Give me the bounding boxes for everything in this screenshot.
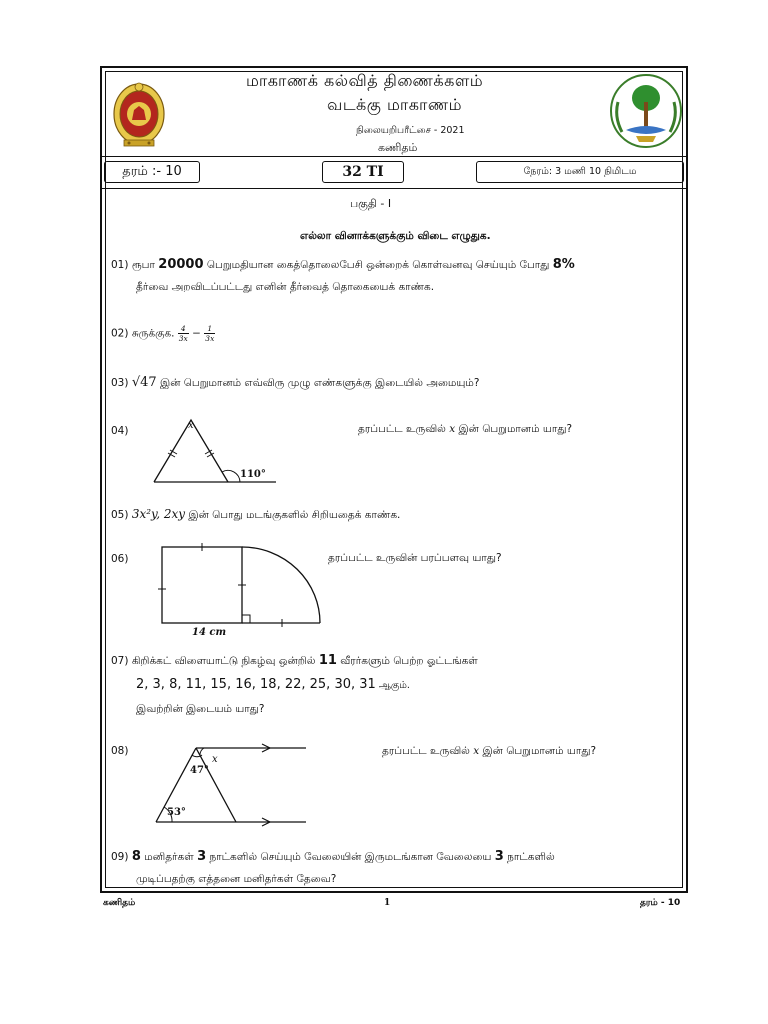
q01-text-a: ரூபா	[131, 259, 159, 271]
header-divider-top	[100, 156, 688, 157]
question-02	[111, 324, 215, 343]
question-03	[111, 376, 479, 390]
question-number: 07)	[111, 655, 129, 667]
q09-text-a: மனிதர்கள்	[140, 851, 198, 863]
question-number: 03)	[111, 377, 129, 389]
q08-variable: x	[473, 745, 480, 757]
question-06-number: 06)	[111, 553, 129, 565]
q07-line3: இவற்றின் இடையம் யாது?	[136, 703, 265, 715]
q01-percent: 8%	[552, 257, 575, 272]
q07-score-values: 2, 3, 8, 11, 15, 16, 18, 22, 25, 30, 31	[136, 677, 376, 692]
q07-values-suffix: ஆகும்.	[375, 680, 410, 691]
q04-question-text	[358, 422, 572, 436]
q05-expression: 3x²y, 2xy	[131, 507, 186, 521]
question-08-number: 08)	[111, 745, 129, 757]
minus-sign: −	[192, 327, 201, 340]
paper-code-box	[322, 161, 404, 183]
q09-text-c: நாட்களில்	[503, 851, 555, 863]
q08-text-b: இன் பெறுமானம் யாது?	[479, 745, 597, 757]
fraction-numerator: 4	[178, 324, 189, 334]
question-05	[111, 507, 400, 522]
sri-lanka-emblem-icon	[110, 74, 168, 152]
q09-text-b: நாட்களில் செய்யும் வேலையின் இருமடங்கான வேலையை	[206, 851, 495, 863]
q02-text: சுருக்குக.	[131, 327, 175, 340]
grade-label: தரம் :- 10	[122, 164, 182, 179]
q03-text: இன் பெறுமானம் எவ்விரு முழு எண்களுக்கு இடையில் அமையும்?	[156, 377, 480, 389]
fraction-denominator: 3x	[178, 334, 188, 343]
q07-text-a: கிறிக்கட் விளையாட்டு நிகழ்வு ஒன்றில்	[131, 655, 319, 667]
northern-province-emblem-icon	[608, 72, 684, 150]
question-number: 09)	[111, 851, 129, 863]
header-subject: கணிதம்	[378, 141, 418, 154]
q07-values-line	[136, 678, 410, 693]
q09-number-3a: 3	[197, 849, 207, 864]
question-number: 01)	[111, 259, 129, 271]
question-01	[111, 258, 575, 272]
q01-line2: தீர்வை அறவிடப்பட்டது எனின் தீர்வைத் தொகையைக் காண்க.	[136, 281, 435, 293]
q08-angle-47-label: 47°	[190, 765, 209, 776]
fraction-numerator: 1	[204, 324, 215, 334]
q09-number-8: 8	[131, 849, 141, 864]
footer-page-number: 1	[384, 898, 391, 908]
header-exam-name: நிலையறிபரீட்சை - 2021	[356, 125, 465, 136]
question-07	[111, 654, 478, 668]
footer-subject: கணிதம்	[103, 898, 136, 908]
time-allowed: நேரம்: 3 மணி 10 நிமிடம	[523, 166, 637, 177]
fraction-one-over-3x	[204, 324, 215, 343]
grade-box	[104, 161, 200, 183]
section-title: பகுதி - I	[350, 197, 392, 210]
q06-question-text: தரப்பட்ட உருவின் பரப்பளவு யாது?	[328, 552, 502, 564]
header-divider-bottom	[100, 188, 688, 189]
q04-text-b: இன் பெறுமானம் யாது?	[455, 423, 573, 435]
square-and-quarter-circle-diagram	[158, 543, 328, 627]
footer-grade: தரம் - 10	[640, 898, 681, 908]
header-department: மாகாணக் கல்வித் திணைக்களம்	[246, 71, 484, 90]
section-instruction: எல்லா வினாக்களுக்கும் விடை எழுதுக.	[300, 230, 491, 242]
question-number: 02)	[111, 327, 129, 340]
q08-angle-x-label: x	[212, 754, 218, 765]
question-09	[111, 850, 555, 864]
q01-amount: 20000	[158, 257, 204, 272]
q08-text-a: தரப்பட்ட உருவில்	[382, 745, 474, 757]
isosceles-triangle-diagram	[148, 416, 288, 488]
paper-code: 32 TI	[342, 164, 384, 180]
q07-text-b: வீரர்களும் பெற்ற ஓட்டங்கள்	[336, 655, 478, 667]
q04-text-a: தரப்பட்ட உருவில்	[358, 423, 450, 435]
q05-text: இன் பொது மடங்குகளில் சிறியதைக் காண்க.	[185, 509, 401, 521]
q04-angle-110-label: 110°	[240, 469, 266, 480]
fraction-four-over-3x	[178, 324, 189, 343]
fraction-denominator: 3x	[205, 334, 215, 343]
q09-line2: முடிப்பதற்கு எத்தனை மனிதர்கள் தேவை?	[136, 873, 337, 885]
q06-side-length-label: 14 cm	[192, 627, 227, 638]
q04-variable: x	[449, 423, 456, 435]
question-04-number: 04)	[111, 425, 129, 437]
time-box	[476, 161, 684, 183]
q07-player-count: 11	[318, 653, 337, 668]
q01-text-b: பெறுமதியான கைத்தொலைபேசி ஒன்றைக் கொள்வனவு செய்யும் போது	[203, 259, 553, 271]
question-number: 05)	[111, 509, 129, 521]
q08-question-text	[382, 744, 596, 758]
q08-angle-53-label: 53°	[167, 807, 186, 818]
q04-angle-x-label: x	[188, 420, 194, 431]
header-province: வடக்கு மாகாணம்	[327, 95, 463, 114]
q09-number-3b: 3	[494, 849, 504, 864]
square-root-47: √47	[131, 375, 157, 390]
